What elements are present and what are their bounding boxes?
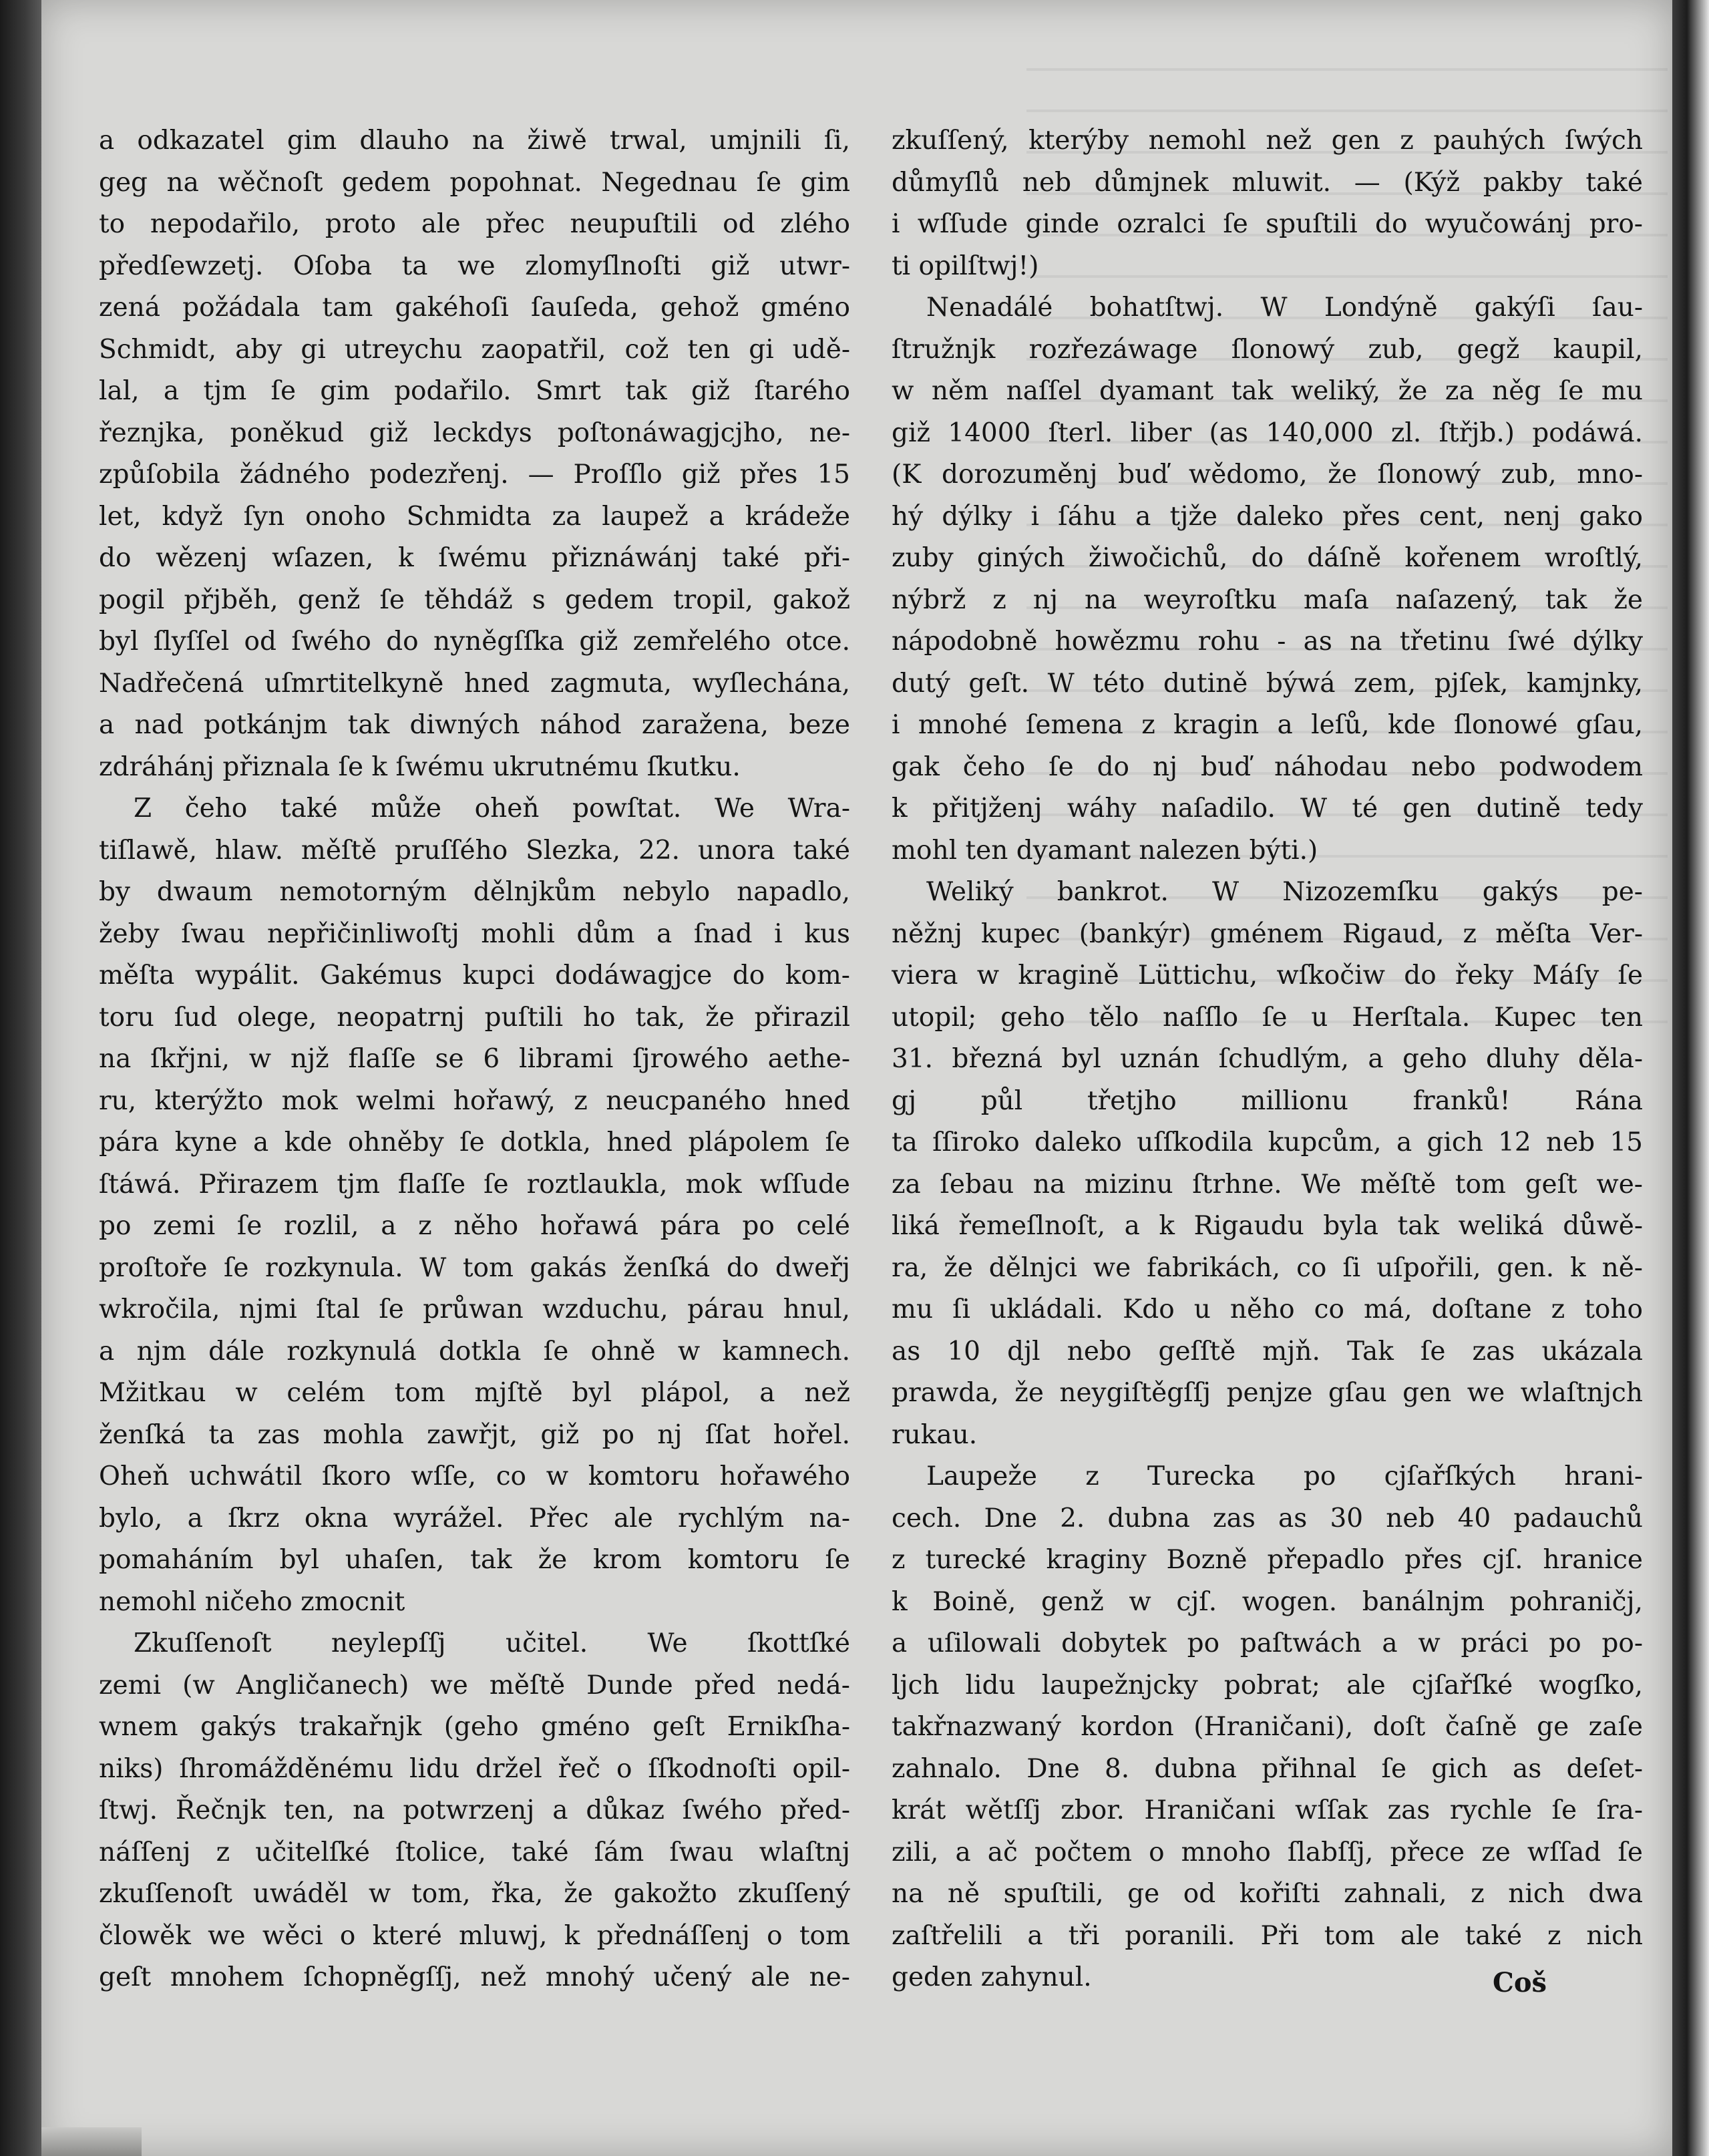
text-line: a njm dále rozkynulá dotkla ſe ohně w kamnech. <box>99 1336 850 1367</box>
section-heading-line: Z čeho také může oheň powſtat. We Wra- <box>134 793 850 824</box>
text-line: tiſlawě, hlaw. měſtě pruſſého Slezka, 22. unora také <box>99 835 850 866</box>
text-line: ženſká ta zas mohla zawřjt, giž po nj ſſat hořel. <box>99 1419 850 1450</box>
text-line: as 10 djl nebo geſſtě mjň. Tak ſe zas ukázala <box>892 1336 1643 1367</box>
section-heading-line: Nenadálé bohatſtwj. W Londýně gakýſi ſau- <box>926 293 1643 323</box>
text-line: hý dýlky i ſáhu a tjže daleko přes cent, nenj gako <box>892 501 1643 532</box>
text-line: i mnohé ſemena z kragin a leſů, kde ſlonowé gſau, <box>892 710 1643 740</box>
text-line: cech. Dne 2. dubna zas as 30 neb 40 padauchů <box>892 1503 1643 1534</box>
text-line: ta ſſiroko daleko uſſkodila kupcům, a gich 12 neb 15 <box>892 1127 1643 1157</box>
scan-left-edge <box>0 0 41 2156</box>
text-line: i wſſude ginde ozralci ſe spuſtili do wyučowánj pro- <box>892 209 1643 239</box>
text-line: zaſtřelili a tři poranili. Při tom ale také z nich <box>892 1920 1643 1951</box>
text-line: lal, a tjm ſe gim podařilo. Smrt tak giž ſtarého <box>99 376 850 406</box>
text-line: Oheň uchwátil ſkoro wſſe, co w komtoru hořawého <box>99 1461 850 1491</box>
text-line: způſobila žádného podezřenj. — Proſſlo giž přes 15 <box>99 460 850 490</box>
text-line: něžnj kupec (bankýr) gménem Rigaud, z měſta Ver- <box>892 918 1643 949</box>
text-line: to nepodařilo, proto ale přec neupuſtili od zlého <box>99 209 850 239</box>
text-line: viera w kragině Lüttichu, wſkočiw do řeky Máſy ſe <box>892 960 1643 991</box>
text-line: liká řemeſlnoſt, a k Rigaudu byla tak weliká důwě- <box>892 1211 1643 1241</box>
text-line: do wězenj wſazen, k ſwému přiznáwánj také při- <box>99 543 850 573</box>
text-line: zkuſſený, kterýby nemohl než gen z pauhých ſwých <box>892 126 1643 156</box>
text-line: 31. březná byl uznán ſchudlým, a geho dluhy děla- <box>892 1044 1643 1074</box>
text-line: ti opilſtwj!) <box>892 250 1039 281</box>
text-line: pogil přjběh, genž ſe těhdáž s gedem tropil, gakož <box>99 584 850 615</box>
text-line: za ſebau na mizinu ſtrhne. We měſtě tom geſt we- <box>892 1169 1643 1200</box>
text-line: takřnazwaný kordon (Hraničani), doſt čaſně ge zaſe <box>892 1712 1643 1742</box>
text-line: wnem gakýs trakařnjk (geho gméno geſt Ernikſha- <box>99 1712 850 1742</box>
text-line: pára kyne a kde ohněby ſe dotkla, hned plápolem ſe <box>99 1127 850 1157</box>
text-line: byl ſlyſſel od ſwého do nyněgſſka giž zemřelého otce. <box>99 626 850 657</box>
text-line: gak čeho ſe do nj buď náhodau nebo podwodem <box>892 751 1643 782</box>
text-line: toru ſud olege, neopatrnj puſtili ho tak, že přirazil <box>99 1002 850 1033</box>
scan-right-edge <box>1672 0 1709 2156</box>
text-line: zdráhánj přiznala ſe k ſwému ukrutnému ſkutku. <box>99 751 741 782</box>
text-line: utopil; geho tělo naſſlo ſe u Herſtala. Kupec ten <box>892 1002 1643 1033</box>
text-line: w něm naſſel dyamant tak weliký, že za něg ſe mu <box>892 376 1643 406</box>
text-line: by dwaum nemotorným dělnjkům nebylo napadlo, <box>99 877 850 907</box>
text-line: nápodobně howězmu rohu - as na třetinu ſwé dýlky <box>892 626 1643 657</box>
text-line: zemi (w Angličanech) we měſtě Dunde před nedá- <box>99 1670 850 1700</box>
catchword: Coš <box>1493 1967 1547 1998</box>
text-line: ljch lidu laupežnjcky pobrat; ale cjſařſké wogſko, <box>892 1670 1643 1700</box>
text-line: gj půl třetjho millionu franků! Rána <box>892 1085 1643 1116</box>
text-line: bylo, a ſkrz okna wyrážel. Přec ale rychlým na- <box>99 1503 850 1534</box>
section-heading-line: Weliký bankrot. W Nizozemſku gakýs pe- <box>926 877 1643 907</box>
text-line: a uſilowali dobytek po paſtwách a w práci po po- <box>892 1628 1643 1658</box>
text-line: zená požádala tam gakéhoſi ſauſeda, gehož gméno <box>99 293 850 323</box>
text-line: řeznjka, poněkud giž leckdys poſtonáwagjcjho, ne- <box>99 417 850 448</box>
text-line: pomaháním byl uhaſen, tak že krom komtoru ſe <box>99 1545 850 1575</box>
text-line: k Boině, genž w cjſ. wogen. banálnjm pohraničj, <box>892 1586 1643 1617</box>
text-line: Schmidt, aby gi utreychu zaopatřil, což ten gi udě- <box>99 334 850 365</box>
text-line: nemohl ničeho zmocnit <box>99 1586 405 1617</box>
text-line: na ně spuſtili, ge od kořiſti zahnali, z nich dwa <box>892 1879 1643 1909</box>
text-line: rukau. <box>892 1419 978 1450</box>
text-line: mohl ten dyamant nalezen býti.) <box>892 835 1318 866</box>
text-line: Mžitkau w celém tom mjſtě byl plápol, a než <box>99 1378 850 1408</box>
text-line: důmyſlů neb důmjnek mluwit. — (Kýž pakby také <box>892 167 1643 198</box>
text-line: člowěk we wěci o které mluwj, k přednáſſenj o tom <box>99 1920 850 1951</box>
text-line: proſtoře ſe rozkynula. W tom gakás ženſká do dweřj <box>99 1252 850 1283</box>
scan-footer-strip <box>41 2127 142 2156</box>
text-line: ra, že dělnjci we fabrikách, co ſi uſpořili, gen. k ně- <box>892 1252 1643 1283</box>
text-line: k přitjženj wáhy naſadilo. W té gen dutině tedy <box>892 793 1643 824</box>
text-line: Nadřečená uſmrtitelkyně hned zagmuta, wyſlechána, <box>99 668 850 699</box>
text-line: niks) ſhromážděnému lidu držel řeč o ſſkodnoſti opil- <box>99 1753 850 1784</box>
text-line: nýbrž z nj na weyroſtku maſa naſazený, tak že <box>892 584 1643 615</box>
left-column <box>99 120 850 1999</box>
text-line: geg na wěčnoſt gedem popohnat. Negednau ſe gim <box>99 167 850 198</box>
text-line: zuby giných žiwočichů, do dáſně kořenem wroſtlý, <box>892 543 1643 573</box>
text-line: dutý geſt. W této dutině býwá zem, pjſek, kamjnky, <box>892 668 1643 699</box>
text-line: mu ſi ukládali. Kdo u něho co má, doſtane z toho <box>892 1294 1643 1324</box>
text-line: krát wětſſj zbor. Hraničani wſſak zas rychle ſe ſra- <box>892 1795 1643 1825</box>
text-line: a nad potkánjm tak diwných náhod zaražena, beze <box>99 710 850 740</box>
text-line: předſewzetj. Oſoba ta we zlomyſlnoſti giž utwr- <box>99 250 850 281</box>
text-line: po zemi ſe rozlil, a z něho hořawá pára po celé <box>99 1211 850 1241</box>
text-line: geſt mnohem ſchopněgſſj, než mnohý učený ale ne- <box>99 1962 850 1992</box>
text-line: náſſenj z učitelſké ſtolice, také ſám ſwau wlaſtnj <box>99 1837 850 1867</box>
text-line: na ſkřjni, w njž flaſſe se 6 librami ſjrowého aethe- <box>99 1044 850 1074</box>
text-line: zkuſſenoſt uwáděl w tom, řka, že gakožto zkuſſený <box>99 1879 850 1909</box>
section-heading-line: Laupeže z Turecka po cjſařſkých hrani- <box>926 1461 1643 1491</box>
text-line: let, když ſyn onoho Schmidta za laupež a krádeže <box>99 501 850 532</box>
text-line: z turecké kraginy Bozně přepadlo přes cjſ. hranice <box>892 1545 1643 1575</box>
text-line: měſta wypálit. Gakémus kupci dodáwagjce do kom- <box>99 960 850 991</box>
text-line: ru, kterýžto mok welmi hořawý, z neucpaného hned <box>99 1085 850 1116</box>
text-line: ſtwj. Řečnjk ten, na potwrzenj a důkaz ſwého před- <box>99 1795 850 1825</box>
text-line: (K dorozuměnj buď wědomo, že ſlonowý zub, mno- <box>892 460 1643 490</box>
text-line: ſtružnjk rozřezáwage ſlonowý zub, gegž kaupil, <box>892 334 1643 365</box>
text-line: geden zahynul. <box>892 1962 1092 1992</box>
text-line: giž 14000 ſterl. liber (as 140,000 zl. ſtřjb.) podáwá. <box>892 417 1643 448</box>
text-line: zahnalo. Dne 8. dubna přihnal ſe gich as deſet- <box>892 1753 1643 1784</box>
text-line: žeby ſwau nepřičinliwoſtj mohli dům a ſnad i kus <box>99 918 850 949</box>
text-line: zili, a ač počtem o mnoho ſlabſſj, přece ze wſſad ſe <box>892 1837 1643 1867</box>
text-line: ſtáwá. Přirazem tjm flaſſe ſe roztlaukla, mok wſſude <box>99 1169 850 1200</box>
section-heading-line: Zkuſſenoſt neylepſſj učitel. We ſkottſké <box>134 1628 850 1658</box>
right-column <box>892 120 1643 1999</box>
text-line: prawda, že neygiſtěgſſj penjze gſau gen we wlaſtnjch <box>892 1378 1643 1408</box>
text-line: wkročila, njmi ſtal ſe průwan wzduchu, párau hnul, <box>99 1294 850 1324</box>
text-line: a odkazatel gim dlauho na žiwě trwal, umjnili ſi, <box>99 126 850 156</box>
